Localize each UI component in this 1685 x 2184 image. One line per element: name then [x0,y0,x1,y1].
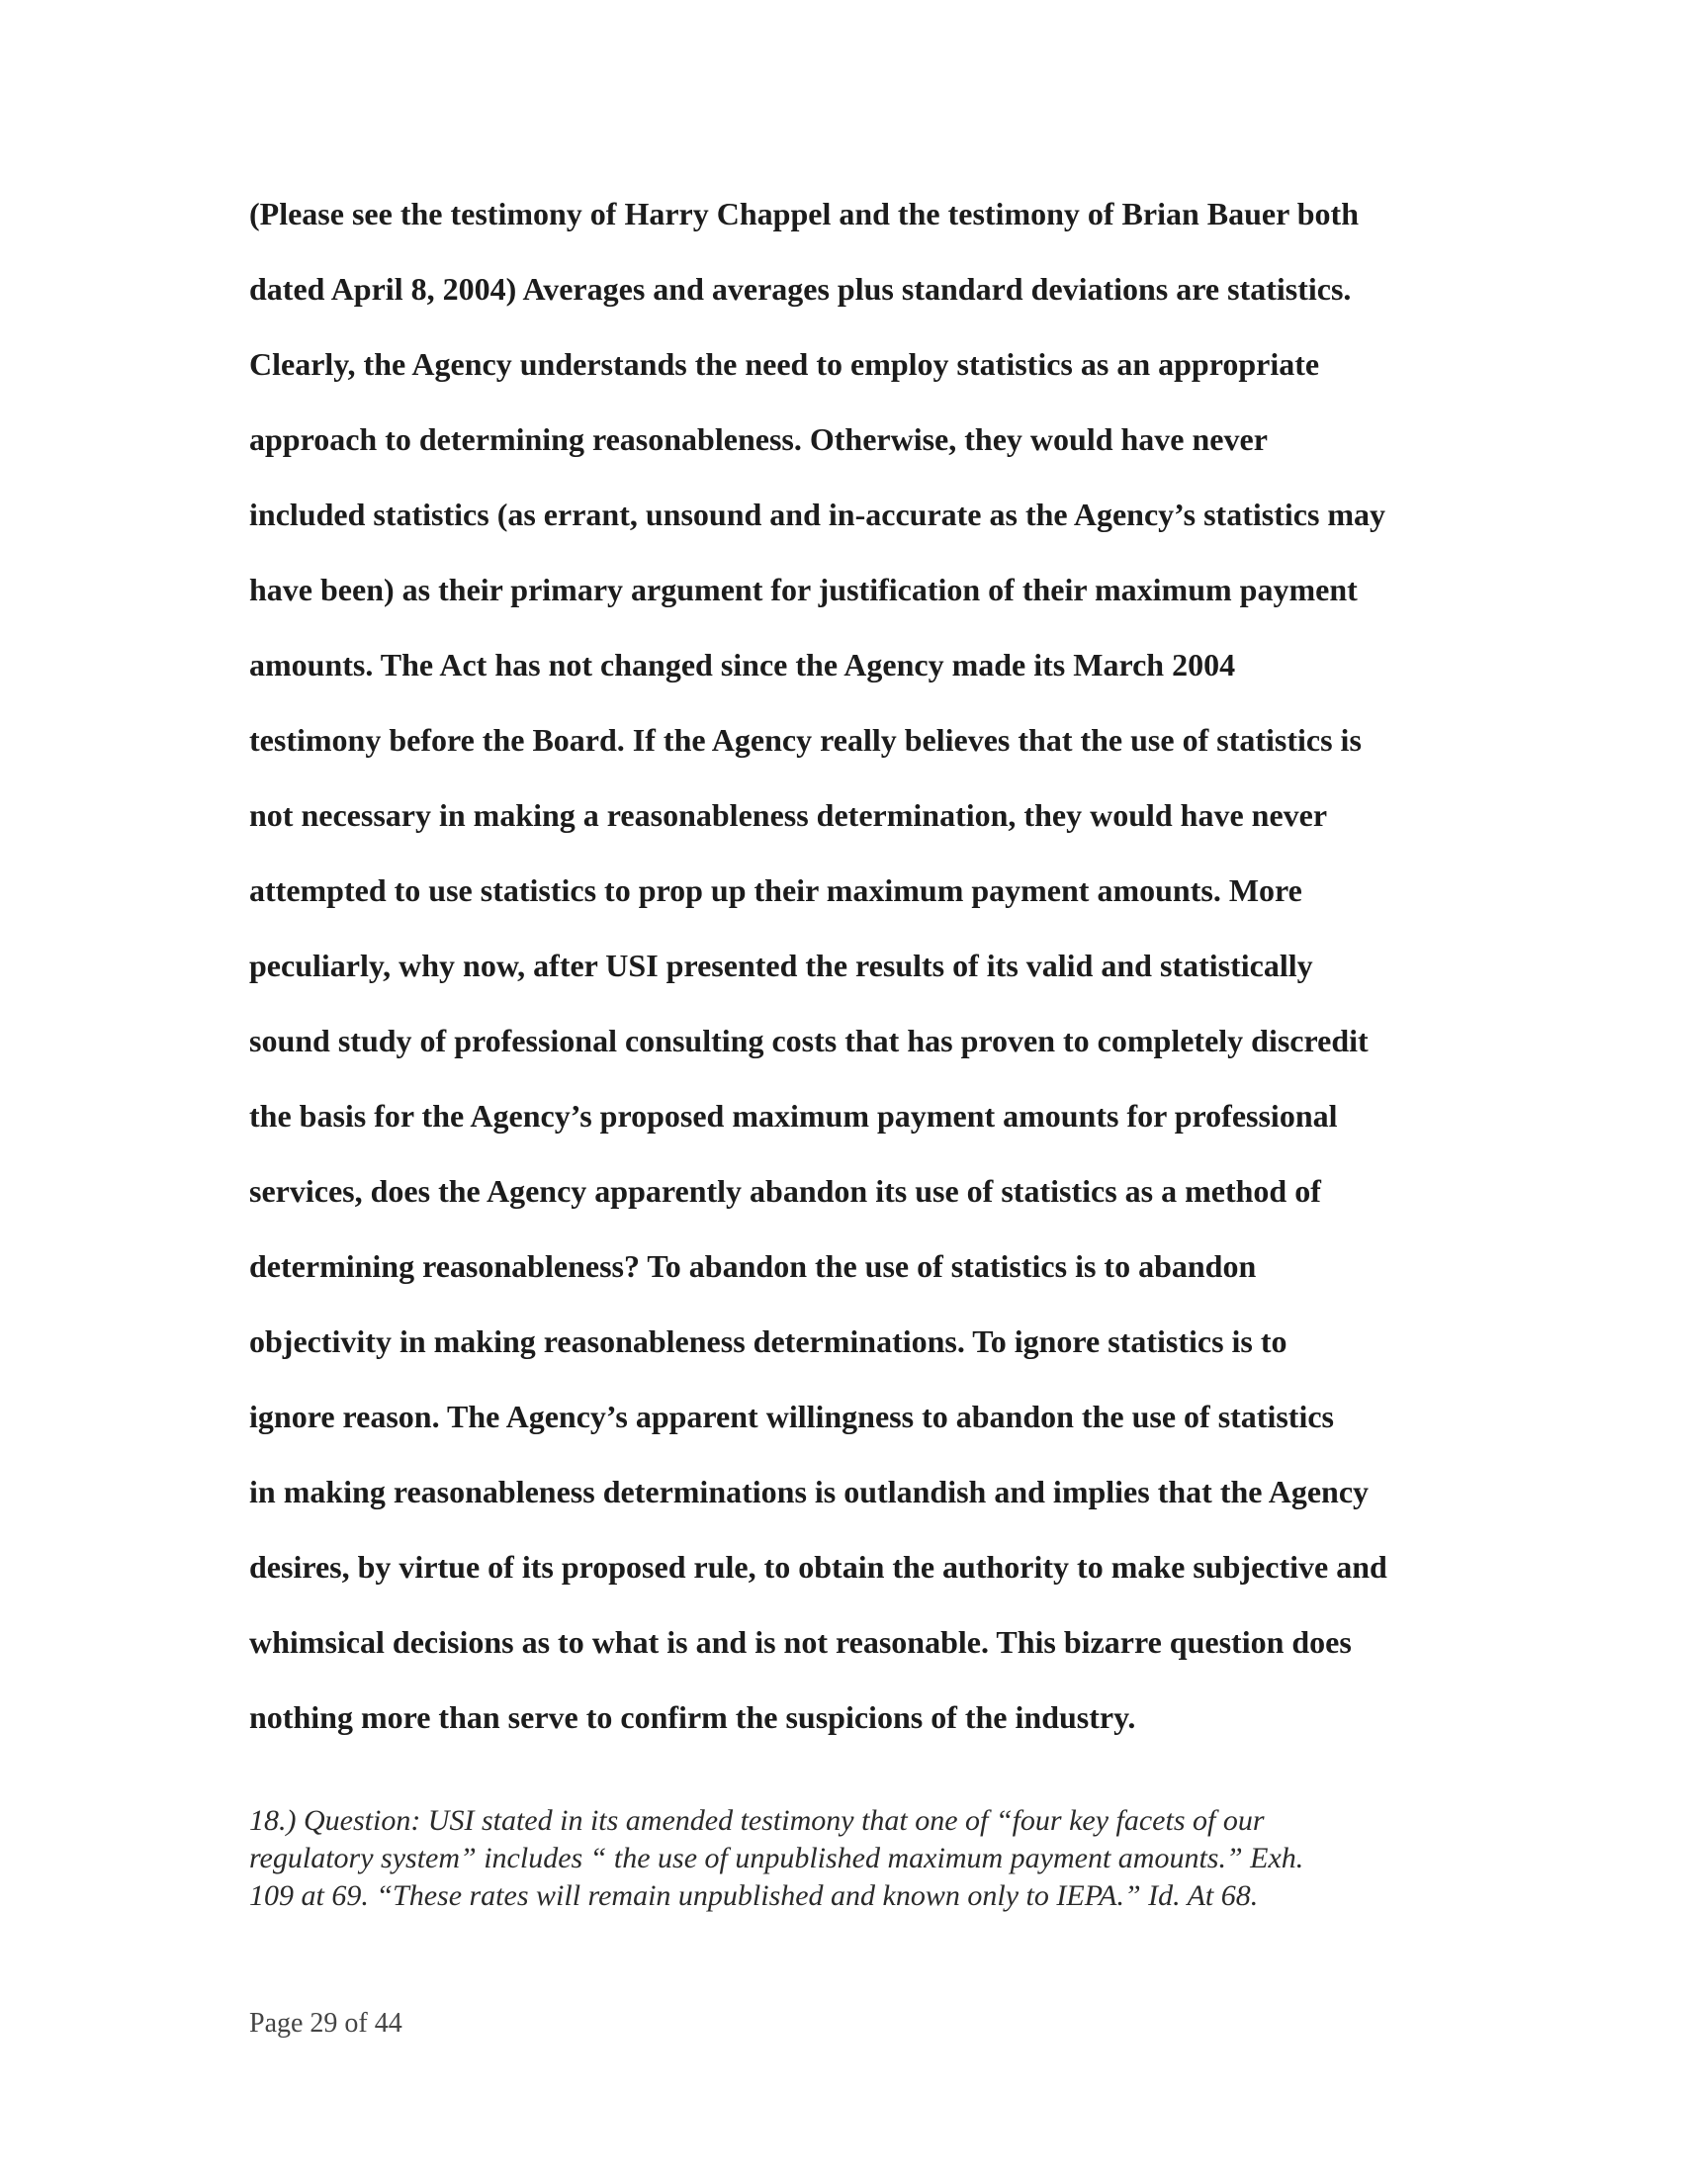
body-line: sound study of professional consulting costs that has proven to completely discredit [249,1023,1369,1058]
body-line: nothing more than serve to confirm the suspicions of the industry. [249,1699,1136,1735]
body-line: ignore reason. The Agency’s apparent willingness to abandon the use of statistics [249,1399,1334,1434]
question-line: 109 at 69. “These rates will remain unpublished and known only to IEPA.” Id. At 68. [249,1879,1259,1912]
question-18 [249,1802,1465,1915]
body-paragraph [249,184,1475,1763]
body-line: testimony before the Board. If the Agency really believes that the use of statistics is [249,722,1362,758]
body-line: (Please see the testimony of Harry Chappel and the testimony of Brian Bauer both [249,196,1359,231]
body-line: whimsical decisions as to what is and is not reasonable. This bizarre question does [249,1624,1352,1660]
body-line: objectivity in making reasonableness determinations. To ignore statistics is to [249,1323,1287,1359]
body-line: peculiarly, why now, after USI presented the results of its valid and statistically [249,948,1313,983]
body-line: Clearly, the Agency understands the need to employ statistics as an appropriate [249,346,1320,382]
page-number: Page 29 of 44 [249,2008,402,2039]
body-line: determining reasonableness? To abandon the use of statistics is to abandon [249,1248,1257,1284]
body-line: desires, by virtue of its proposed rule, to obtain the authority to make subjective and [249,1549,1387,1585]
body-line: attempted to use statistics to prop up their maximum payment amounts. More [249,872,1302,908]
body-line: have been) as their primary argument for justification of their maximum payment [249,572,1358,607]
body-line: the basis for the Agency’s proposed maximum payment amounts for professional [249,1098,1338,1134]
body-line: in making reasonableness determinations is outlandish and implies that the Agency [249,1474,1370,1509]
body-line: amounts. The Act has not changed since the Agency made its March 2004 [249,647,1236,682]
body-line: dated April 8, 2004) Averages and averages plus standard deviations are statistics. [249,271,1352,307]
body-line: included statistics (as errant, unsound and in-accurate as the Agency’s statistics may [249,497,1386,532]
question-line: regulatory system” includes “ the use of unpublished maximum payment amounts.” Exh. [249,1842,1304,1874]
body-line: approach to determining reasonableness. Otherwise, they would have never [249,421,1268,457]
body-line: not necessary in making a reasonableness determination, they would have never [249,797,1328,833]
body-line: services, does the Agency apparently abandon its use of statistics as a method of [249,1173,1321,1209]
question-line: 18.) Question: USI stated in its amended testimony that one of “four key facets of our [249,1804,1265,1837]
